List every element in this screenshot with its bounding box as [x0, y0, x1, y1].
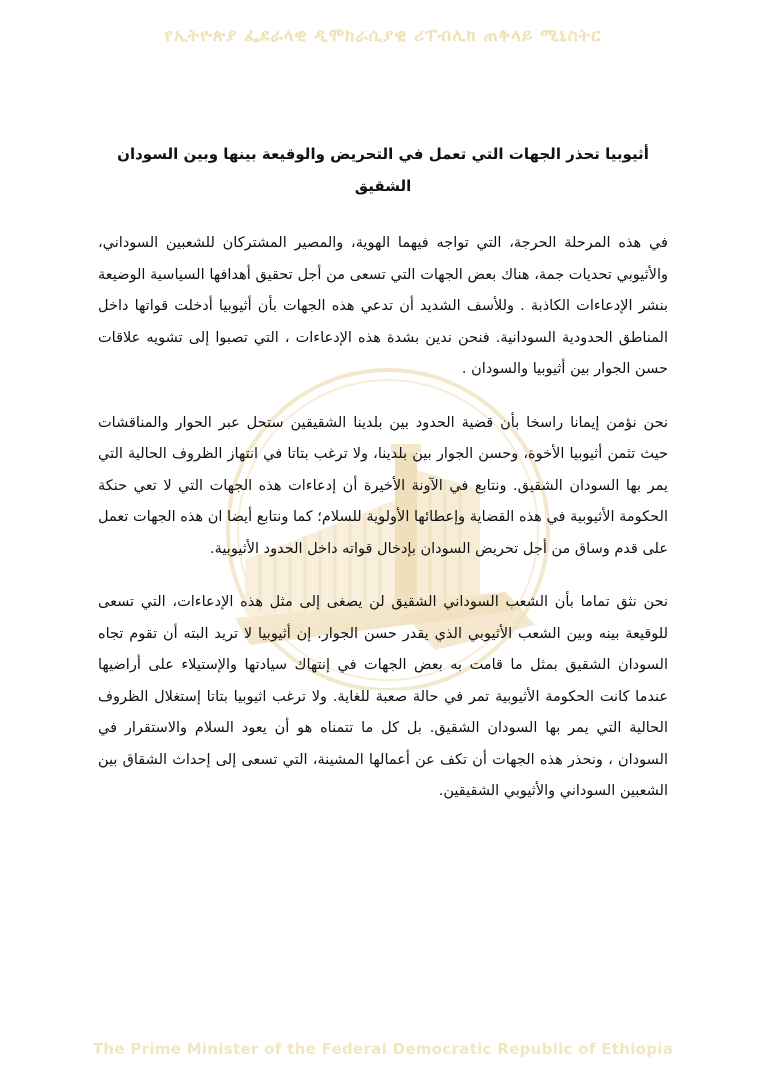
- press-release-body: [98, 138, 668, 830]
- press-release-title: أثيوبيا تحذر الجهات التي تعمل في التحريض والوقيعة بينها وبين السودان الشقيق: [117, 145, 649, 195]
- paragraph: نحن نثق تماما بأن الشعب السوداني الشقيق لن يصغى إلى مثل هذه الإدعاءات، التي تسعى للوقيعة بينه وبين الشعب الأثيوبي الذي يقدر حسن الجوار. إن أثيوبيا لا تريد البته أن تقوم تجاه السودان الشقيق بمثل ما قامت به بعض الجهات في إنتهاك سيادتها والإستيلاء على أراضيها عندما كانت الحكومة الأثيوبية تمر في حالة صعبة للغاية. ولا ترغب اثيوبيا بتاتا إستغلال الظروف الحالية التي يمر بها السودان الشقيق. بل كل ما تتمناه هو أن يعود السلام والاستقرار في السودان ، ونحذر هذه الجهات أن تكف عن أعمالها المشينة، التي تسعى إلى إحداث الشقاق بين الشعبين السوداني والأثيوبي الشقيقين.: [98, 594, 668, 799]
- letterhead-header-amharic: የኢትዮጵያ ፌደራላዊ ዲሞክራሲያዊ ሪፐብሊክ ጠቅላይ ሚኒስትር: [164, 26, 602, 46]
- paragraph: نحن نؤمن إيمانا راسخا بأن قضية الحدود بين بلدينا الشقيقين ستحل عبر الحوار والمناقشات حيث تثمن أثيوبيا الأخوة، وحسن الجوار بين بلدينا، ولا ترغب بتاتا في انتهاز الظروف الحالية التي يمر بها السودان الشقيق. ونتابع في الآونة الأخيرة أن إدعاءات هذه الجهات التي لا تعي حنكة الحكومة الأثيوبية في هذه القضاية وإعطائها الأولوية للسلام؛ كما ونتابع أيضا ان هذه الجهات تعمل على قدم وساق من أجل تحريض السودان بإدخال قواته داخل الحدود الأثيوبية.: [98, 414, 668, 557]
- paragraph: في هذه المرحلة الحرجة، التي تواجه فيهما الهوية، والمصير المشتركان للشعبين السوداني، والأثيوبي تحديات جمة، هناك بعض الجهات التي تسعى من أجل تحقيق أهدافها السياسية الوضيعة بنشر الإدعاءات الكاذبة . وللأسف الشديد أن تدعي هذه الجهات بأن أثيوبيا أدخلت قواتها داخل المناطق الحدودية السودانية. فنحن ندين بشدة هذه الإدعاءات ، التي تصبوا إلى تشويه علاقات حسن الجوار بين أثيوبيا والسودان .: [98, 235, 668, 377]
- letterhead-footer-english: The Prime Minister of the Federal Democratic Republic of Ethiopia: [92, 1040, 674, 1058]
